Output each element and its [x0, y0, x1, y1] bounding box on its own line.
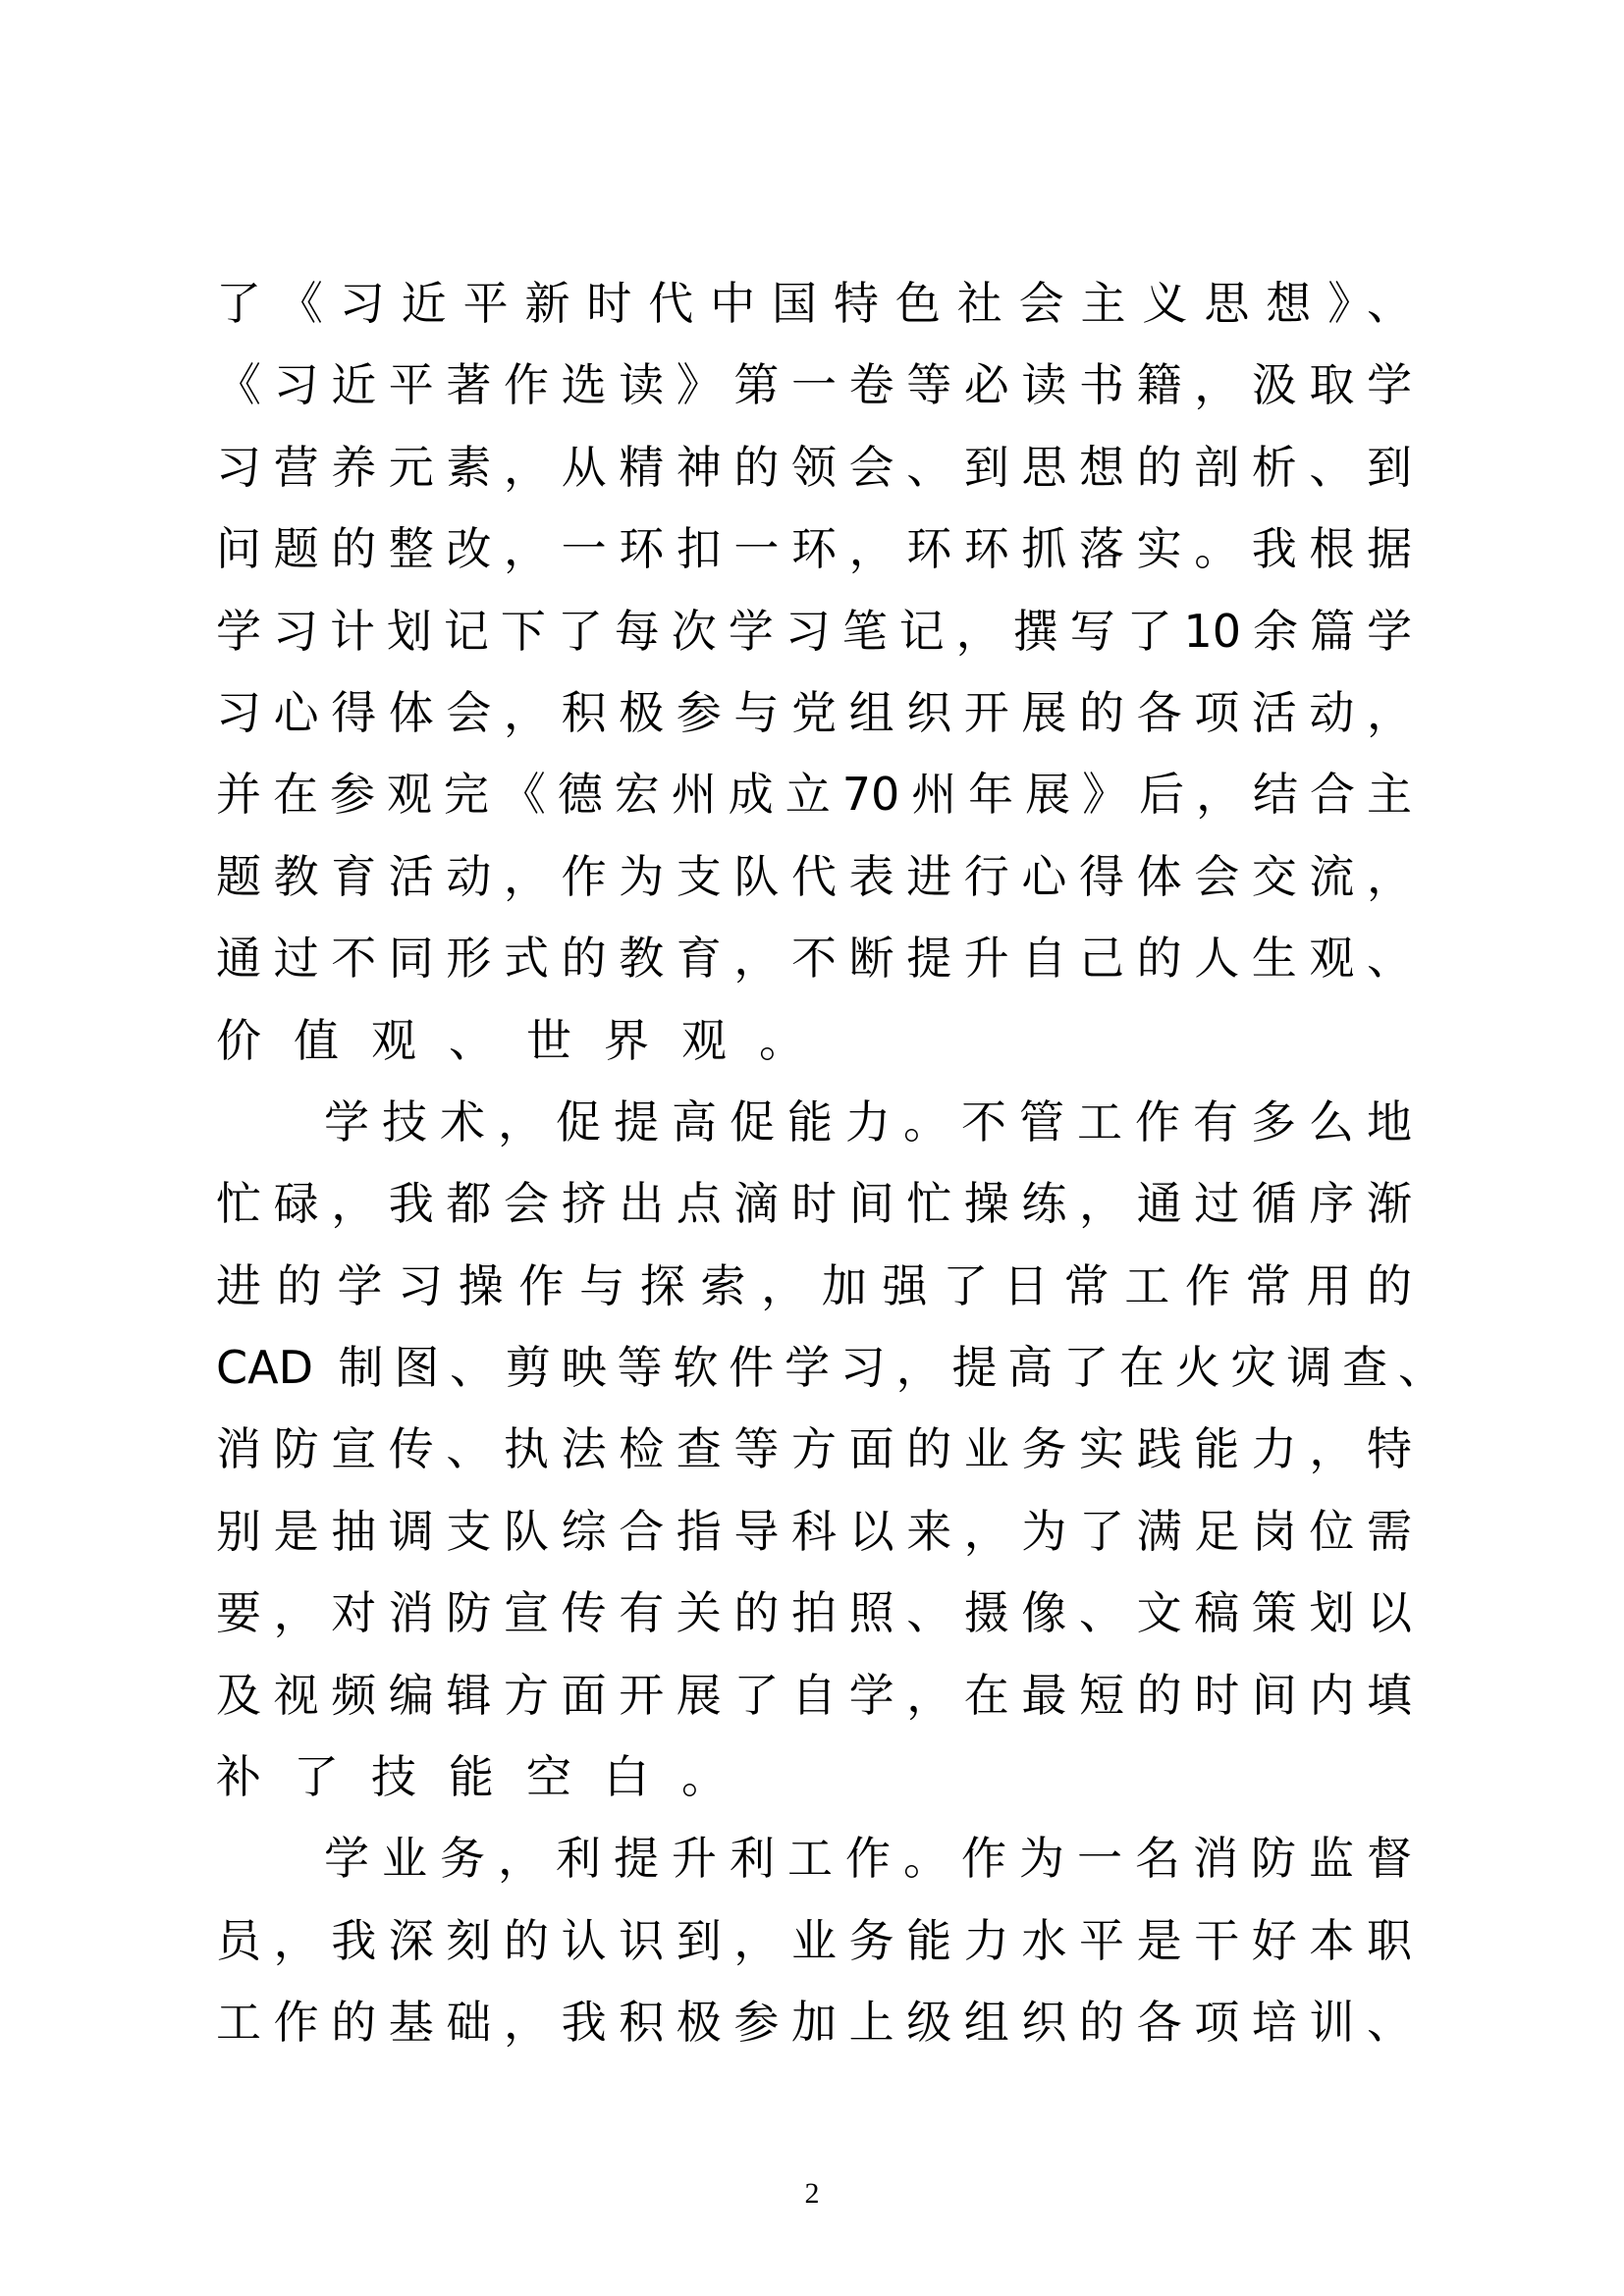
- text-line: 补了技能空白。: [216, 1750, 759, 1804]
- text-line: 学习计划记下了每次学习笔记，撰写了10余篇学: [216, 604, 1412, 658]
- text-line: 进的学习操作与探索，加强了日常工作常用的: [216, 1258, 1412, 1312]
- text-line: 题教育活动，作为支队代表进行心得体会交流，: [216, 849, 1412, 903]
- text-line: 及视频编辑方面开展了自学，在最短的时间内填: [216, 1668, 1412, 1722]
- text-line: 价值观、世界观。: [216, 1013, 837, 1067]
- text-line: 习营养元素，从精神的领会、到思想的剖析、到: [216, 440, 1412, 494]
- text-line: 通过不同形式的教育，不断提升自己的人生观、: [216, 932, 1412, 986]
- text-line: 习心得体会，积极参与党组织开展的各项活动，: [216, 685, 1412, 739]
- text-line: 员，我深刻的认识到，业务能力水平是干好本职: [216, 1913, 1412, 1967]
- text-line: 别是抽调支队综合指导科以来，为了满足岗位需: [216, 1504, 1412, 1558]
- page-number: 2: [804, 2177, 820, 2210]
- text-line: CAD 制图、剪映等软件学习，提高了在火灾调查、: [216, 1341, 1443, 1395]
- text-line: 学业务，利提升利工作。作为一名消防监督: [324, 1832, 1412, 1886]
- body-text: [216, 263, 1443, 2064]
- text-line: 工作的基础，我积极参加上级组织的各项培训、: [216, 1996, 1412, 2050]
- text-line: 了《习近平新时代中国特色社会主义思想》、: [216, 277, 1412, 330]
- text-line: 《习近平著作选读》第一卷等必读书籍，汲取学: [216, 358, 1412, 412]
- text-line: 学技术，促提高促能力。不管工作有多么地: [324, 1095, 1412, 1148]
- paragraph-study-business: [216, 1818, 1412, 2063]
- text-line: 消防宣传、执法检查等方面的业务实践能力，特: [216, 1422, 1412, 1476]
- paragraph-study-technology: [216, 1082, 1443, 1819]
- text-line: 问题的整改，一环扣一环，环环抓落实。我根据: [216, 522, 1412, 576]
- text-line: 要，对消防宣传有关的拍照、摄像、文稿策划以: [216, 1586, 1412, 1640]
- text-line: 忙碌，我都会挤出点滴时间忙操练，通过循序渐: [216, 1177, 1412, 1231]
- paragraph-study-books: [216, 263, 1412, 1082]
- text-line: 并在参观完《德宏州成立70州年展》后，结合主: [216, 768, 1412, 822]
